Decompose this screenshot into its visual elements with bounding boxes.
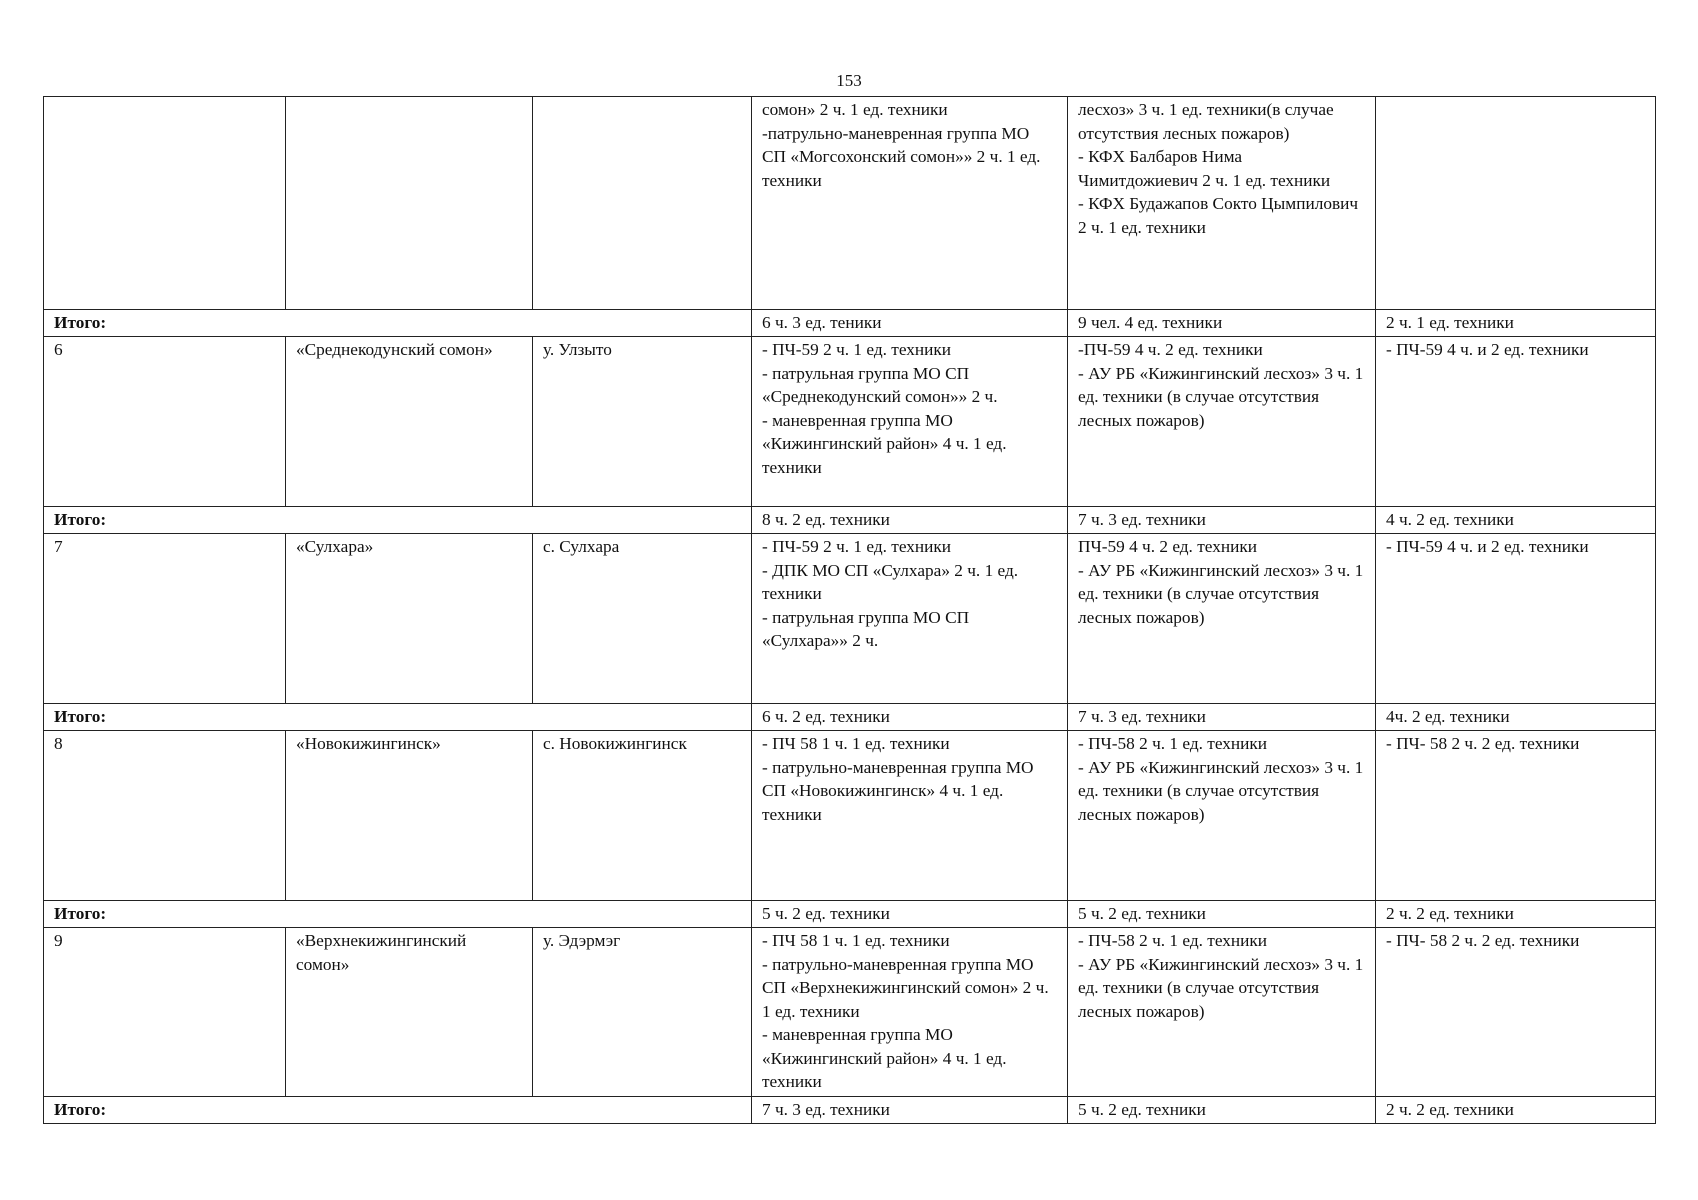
total-second-level: 5 ч. 2 ед. техники	[1068, 901, 1376, 928]
total-second-level: 7 ч. 3 ед. техники	[1068, 704, 1376, 731]
total-third-level: 4 ч. 2 ед. техники	[1376, 507, 1656, 534]
row-number-cell: 7	[44, 534, 286, 704]
total-label: Итого:	[44, 704, 752, 731]
third-level-forces-cell: - ПЧ- 58 2 ч. 2 ед. техники	[1376, 928, 1656, 1097]
settlement-cell: «Среднекодунский сомон»	[286, 337, 533, 507]
total-third-level: 4ч. 2 ед. техники	[1376, 704, 1656, 731]
row-number-cell	[44, 97, 286, 310]
total-first-level: 6 ч. 3 ед. теники	[752, 310, 1068, 337]
settlement-cell	[286, 97, 533, 310]
row-number-cell: 6	[44, 337, 286, 507]
village-cell: с. Сулхара	[533, 534, 752, 704]
total-first-level: 6 ч. 2 ед. техники	[752, 704, 1068, 731]
village-cell: с. Новокижингинск	[533, 731, 752, 901]
first-level-forces-cell: - ПЧ 58 1 ч. 1 ед. техники - патрульно-маневренная группа МО СП «Верхнекижингинский сомон» 2 ч. 1 ед. техники - маневренная группа МО «Кижингинский район» 4 ч. 1 ед. техники	[752, 928, 1068, 1097]
table-row	[44, 731, 1656, 901]
total-second-level: 7 ч. 3 ед. техники	[1068, 507, 1376, 534]
total-third-level: 2 ч. 2 ед. техники	[1376, 901, 1656, 928]
second-level-forces-cell: - ПЧ-58 2 ч. 1 ед. техники - АУ РБ «Кижингинский лесхоз» 3 ч. 1 ед. техники (в случае отсутствия лесных пожаров)	[1068, 731, 1376, 901]
total-first-level: 7 ч. 3 ед. техники	[752, 1097, 1068, 1124]
total-label: Итого:	[44, 901, 752, 928]
first-level-forces-cell: - ПЧ-59 2 ч. 1 ед. техники - патрульная группа МО СП «Среднекодунский сомон»» 2 ч. - маневренная группа МО «Кижингинский район» 4 ч. 1 ед. техники	[752, 337, 1068, 507]
total-first-level: 8 ч. 2 ед. техники	[752, 507, 1068, 534]
settlement-cell: «Новокижингинск»	[286, 731, 533, 901]
third-level-forces-cell: - ПЧ-59 4 ч. и 2 ед. техники	[1376, 337, 1656, 507]
second-level-forces-cell: - ПЧ-58 2 ч. 1 ед. техники - АУ РБ «Кижингинский лесхоз» 3 ч. 1 ед. техники (в случае отсутствия лесных пожаров)	[1068, 928, 1376, 1097]
second-level-forces-cell: -ПЧ-59 4 ч. 2 ед. техники - АУ РБ «Кижингинский лесхоз» 3 ч. 1 ед. техники (в случае отсутствия лесных пожаров)	[1068, 337, 1376, 507]
table-row	[44, 97, 1656, 310]
total-label: Итого:	[44, 1097, 752, 1124]
third-level-forces-cell	[1376, 97, 1656, 310]
first-level-forces-cell: сомон» 2 ч. 1 ед. техники -патрульно-маневренная группа МО СП «Могсохонский сомон»» 2 ч. 1 ед. техники	[752, 97, 1068, 310]
total-second-level: 5 ч. 2 ед. техники	[1068, 1097, 1376, 1124]
second-level-forces-cell: лесхоз» 3 ч. 1 ед. техники(в случае отсутствия лесных пожаров) - КФХ Балбаров Нима Чимитдожиевич 2 ч. 1 ед. техники - КФХ Будажапов Сокто Цымпилович 2 ч. 1 ед. техники	[1068, 97, 1376, 310]
table-row	[44, 928, 1656, 1097]
village-cell: у. Эдэрмэг	[533, 928, 752, 1097]
total-label: Итого:	[44, 507, 752, 534]
total-row	[44, 901, 1656, 928]
settlement-cell: «Верхнекижингинский сомон»	[286, 928, 533, 1097]
total-third-level: 2 ч. 2 ед. техники	[1376, 1097, 1656, 1124]
total-label: Итого:	[44, 310, 752, 337]
total-first-level: 5 ч. 2 ед. техники	[752, 901, 1068, 928]
page-number: 153	[836, 71, 862, 90]
first-level-forces-cell: - ПЧ 58 1 ч. 1 ед. техники - патрульно-маневренная группа МО СП «Новокижингинск» 4 ч. 1 ед. техники	[752, 731, 1068, 901]
first-level-forces-cell: - ПЧ-59 2 ч. 1 ед. техники - ДПК МО СП «Сулхара» 2 ч. 1 ед. техники - патрульная группа МО СП «Сулхара»» 2 ч.	[752, 534, 1068, 704]
third-level-forces-cell: - ПЧ- 58 2 ч. 2 ед. техники	[1376, 731, 1656, 901]
table-row	[44, 337, 1656, 507]
village-cell: у. Улзыто	[533, 337, 752, 507]
total-row	[44, 1097, 1656, 1124]
row-number-cell: 8	[44, 731, 286, 901]
total-row	[44, 310, 1656, 337]
forces-table	[43, 96, 1656, 1124]
total-row	[44, 507, 1656, 534]
settlement-cell: «Сулхара»	[286, 534, 533, 704]
total-row	[44, 704, 1656, 731]
total-third-level: 2 ч. 1 ед. техники	[1376, 310, 1656, 337]
village-cell	[533, 97, 752, 310]
third-level-forces-cell: - ПЧ-59 4 ч. и 2 ед. техники	[1376, 534, 1656, 704]
total-second-level: 9 чел. 4 ед. техники	[1068, 310, 1376, 337]
second-level-forces-cell: ПЧ-59 4 ч. 2 ед. техники - АУ РБ «Кижингинский лесхоз» 3 ч. 1 ед. техники (в случае отсутствия лесных пожаров)	[1068, 534, 1376, 704]
row-number-cell: 9	[44, 928, 286, 1097]
table-row	[44, 534, 1656, 704]
